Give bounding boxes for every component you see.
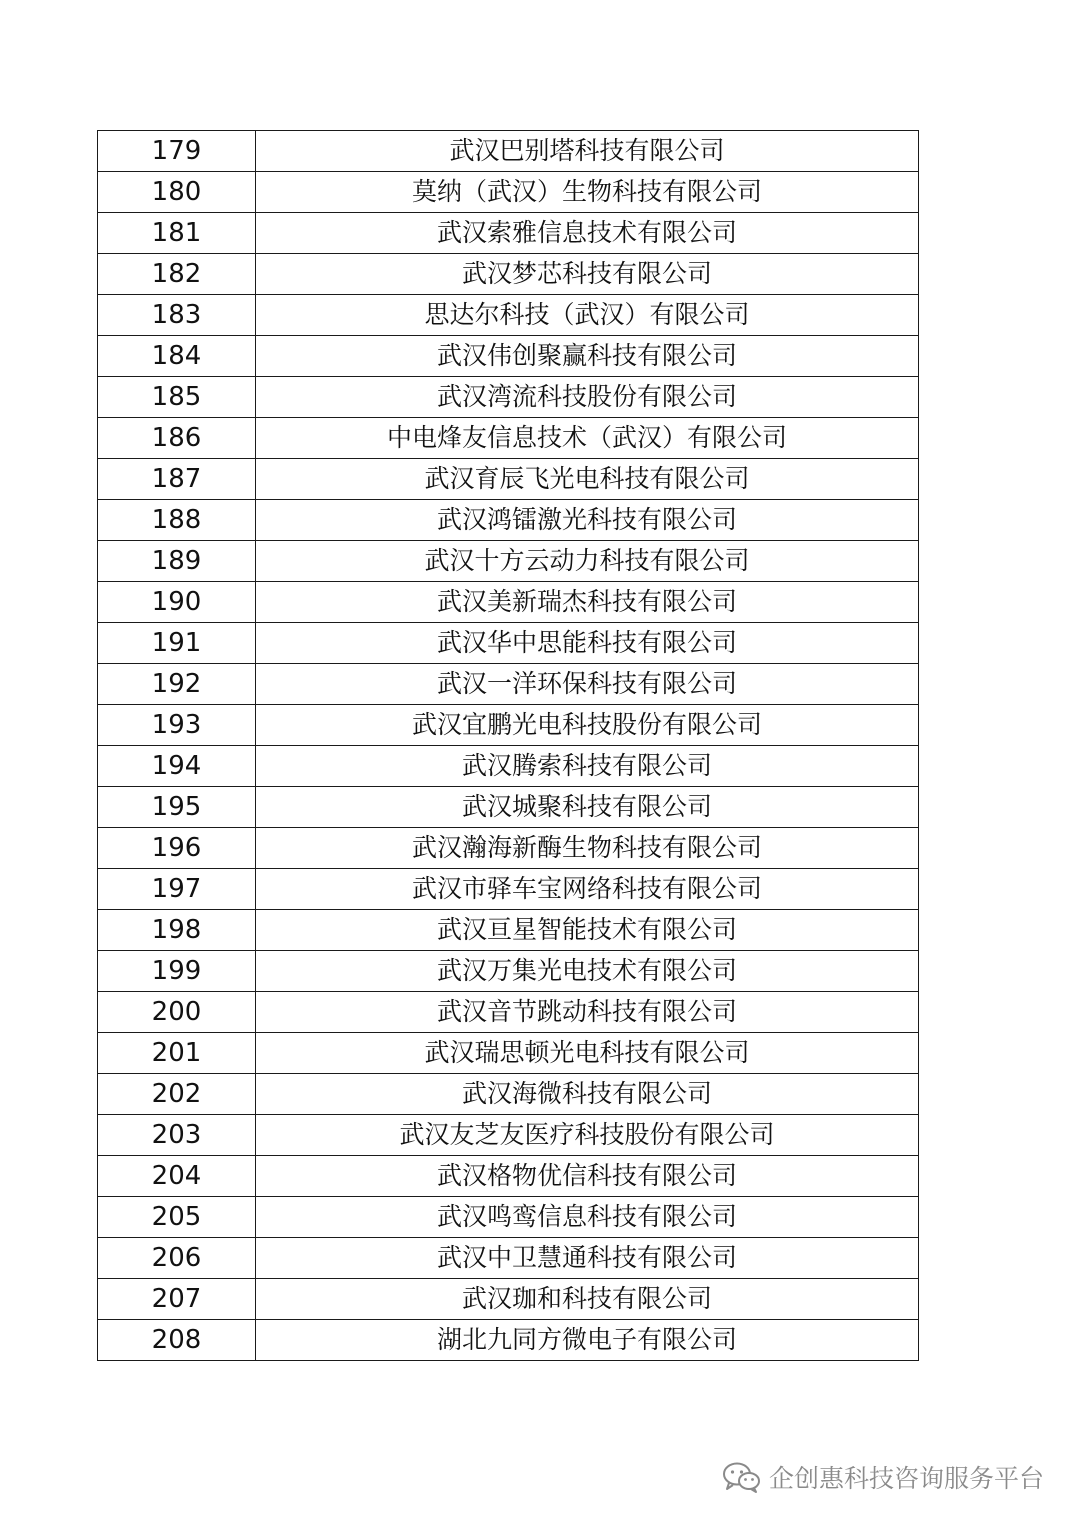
table-row — [98, 623, 919, 664]
row-number: 187 — [98, 459, 256, 500]
table-row — [98, 1320, 919, 1361]
row-number: 191 — [98, 623, 256, 664]
row-number: 196 — [98, 828, 256, 869]
table-row — [98, 172, 919, 213]
company-name: 武汉梦芯科技有限公司 — [256, 254, 919, 295]
row-number: 202 — [98, 1074, 256, 1115]
company-name: 思达尔科技（武汉）有限公司 — [256, 295, 919, 336]
company-name: 武汉珈和科技有限公司 — [256, 1279, 919, 1320]
table-row — [98, 1074, 919, 1115]
row-number: 189 — [98, 541, 256, 582]
table-body — [98, 131, 919, 1361]
table-row — [98, 992, 919, 1033]
row-number: 197 — [98, 869, 256, 910]
company-name: 武汉亘星智能技术有限公司 — [256, 910, 919, 951]
company-name: 武汉音节跳动科技有限公司 — [256, 992, 919, 1033]
row-number: 206 — [98, 1238, 256, 1279]
table-row — [98, 1279, 919, 1320]
table-row — [98, 1238, 919, 1279]
row-number: 180 — [98, 172, 256, 213]
watermark-text: 企创惠科技咨询服务平台 — [768, 1464, 1044, 1493]
table-row — [98, 746, 919, 787]
table-row — [98, 1115, 919, 1156]
table-row — [98, 500, 919, 541]
table-row — [98, 1197, 919, 1238]
table-row — [98, 131, 919, 172]
row-number: 204 — [98, 1156, 256, 1197]
table-row — [98, 787, 919, 828]
company-name: 武汉格物优信科技有限公司 — [256, 1156, 919, 1197]
table-row — [98, 664, 919, 705]
table-row — [98, 951, 919, 992]
row-number: 208 — [98, 1320, 256, 1361]
watermark — [721, 1455, 1044, 1499]
row-number: 201 — [98, 1033, 256, 1074]
row-number: 205 — [98, 1197, 256, 1238]
table-row — [98, 418, 919, 459]
company-name: 中电烽友信息技术（武汉）有限公司 — [256, 418, 919, 459]
wechat-icon — [721, 1460, 761, 1494]
row-number: 181 — [98, 213, 256, 254]
row-number: 203 — [98, 1115, 256, 1156]
row-number: 179 — [98, 131, 256, 172]
table-row — [98, 705, 919, 746]
company-name: 武汉十方云动力科技有限公司 — [256, 541, 919, 582]
company-name: 武汉海微科技有限公司 — [256, 1074, 919, 1115]
table-row — [98, 377, 919, 418]
row-number: 183 — [98, 295, 256, 336]
table-row — [98, 459, 919, 500]
row-number: 192 — [98, 664, 256, 705]
row-number: 199 — [98, 951, 256, 992]
company-name: 武汉鸿镭激光科技有限公司 — [256, 500, 919, 541]
row-number: 200 — [98, 992, 256, 1033]
table-row — [98, 1033, 919, 1074]
company-name: 武汉巴别塔科技有限公司 — [256, 131, 919, 172]
company-name: 莫纳（武汉）生物科技有限公司 — [256, 172, 919, 213]
company-name: 武汉宜鹏光电科技股份有限公司 — [256, 705, 919, 746]
company-name: 武汉瀚海新酶生物科技有限公司 — [256, 828, 919, 869]
company-name: 武汉索雅信息技术有限公司 — [256, 213, 919, 254]
table-row — [98, 336, 919, 377]
company-name: 武汉瑞思顿光电科技有限公司 — [256, 1033, 919, 1074]
row-number: 182 — [98, 254, 256, 295]
company-name: 武汉城聚科技有限公司 — [256, 787, 919, 828]
table-row — [98, 910, 919, 951]
company-name: 武汉一洋环保科技有限公司 — [256, 664, 919, 705]
table-row — [98, 1156, 919, 1197]
company-name: 武汉市驿车宝网络科技有限公司 — [256, 869, 919, 910]
company-name: 武汉友芝友医疗科技股份有限公司 — [256, 1115, 919, 1156]
table-row — [98, 295, 919, 336]
row-number: 198 — [98, 910, 256, 951]
table-row — [98, 541, 919, 582]
table-row — [98, 254, 919, 295]
company-name: 武汉中卫慧通科技有限公司 — [256, 1238, 919, 1279]
company-name: 武汉伟创聚赢科技有限公司 — [256, 336, 919, 377]
row-number: 190 — [98, 582, 256, 623]
table-row — [98, 582, 919, 623]
company-list-table — [97, 130, 919, 1361]
company-name: 武汉美新瑞杰科技有限公司 — [256, 582, 919, 623]
company-name: 湖北九同方微电子有限公司 — [256, 1320, 919, 1361]
table-row — [98, 213, 919, 254]
company-name: 武汉万集光电技术有限公司 — [256, 951, 919, 992]
company-name: 武汉腾索科技有限公司 — [256, 746, 919, 787]
row-number: 195 — [98, 787, 256, 828]
company-name: 武汉鸣鸾信息科技有限公司 — [256, 1197, 919, 1238]
table-row — [98, 828, 919, 869]
row-number: 184 — [98, 336, 256, 377]
table-row — [98, 869, 919, 910]
company-name: 武汉华中思能科技有限公司 — [256, 623, 919, 664]
row-number: 194 — [98, 746, 256, 787]
row-number: 186 — [98, 418, 256, 459]
company-name: 武汉湾流科技股份有限公司 — [256, 377, 919, 418]
row-number: 188 — [98, 500, 256, 541]
row-number: 185 — [98, 377, 256, 418]
row-number: 193 — [98, 705, 256, 746]
company-name: 武汉育辰飞光电科技有限公司 — [256, 459, 919, 500]
row-number: 207 — [98, 1279, 256, 1320]
